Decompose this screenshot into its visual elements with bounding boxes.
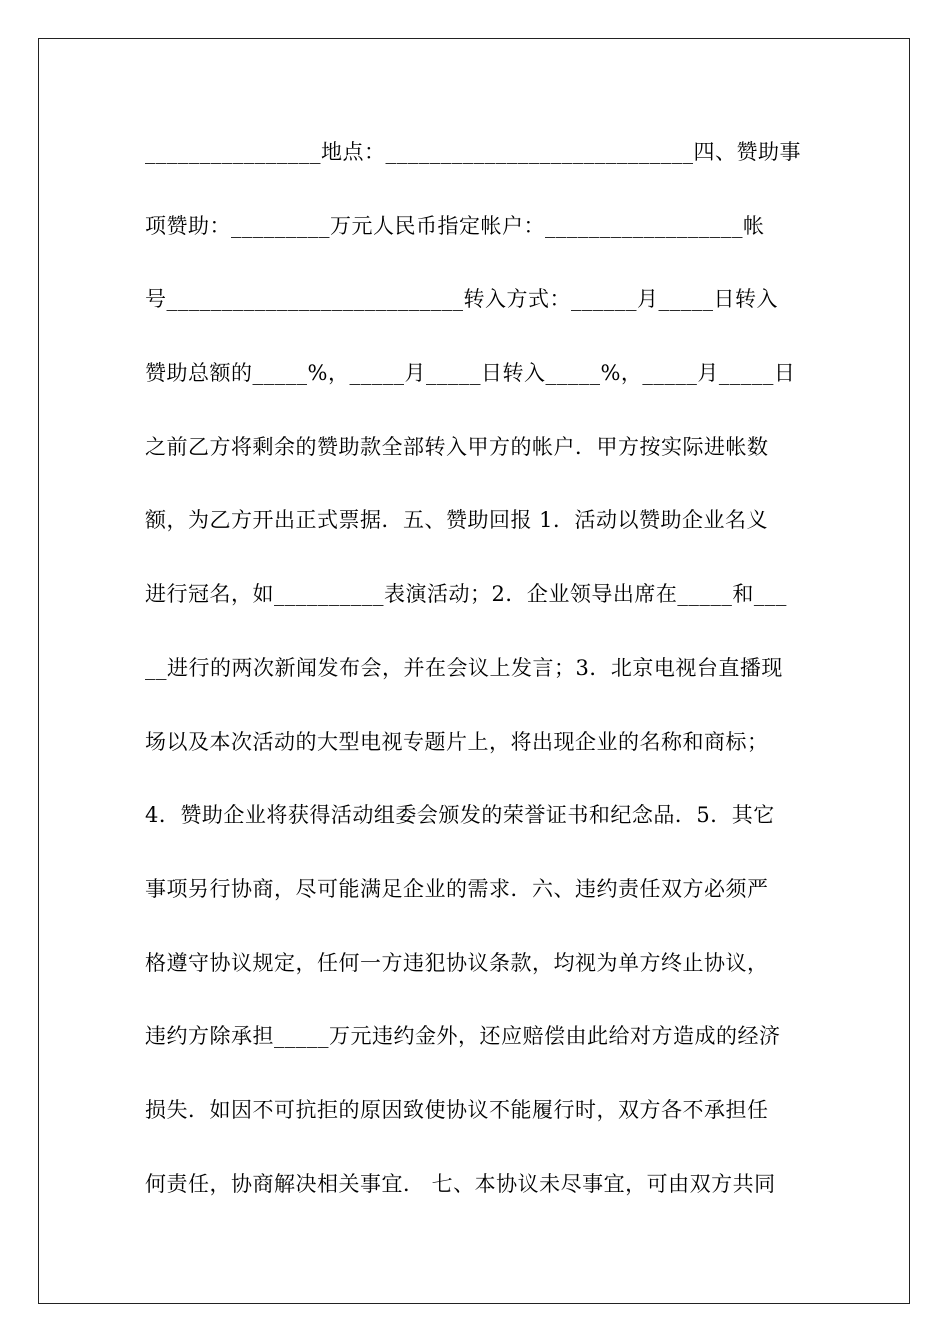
text-line: 4．赞助企业将获得活动组委会颁发的荣誉证书和纪念品．5．其它	[145, 803, 775, 828]
text-line: 格遵守协议规定，任何一方违犯协议条款，均视为单方终止协议，	[145, 950, 769, 975]
text-line: 项赞助：_________万元人民币指定帐户：__________________帐	[145, 213, 765, 238]
text-line: 场以及本次活动的大型电视专题片上，将出现企业的名称和商标；	[145, 729, 769, 754]
text-line: 之前乙方将剩余的赞助款全部转入甲方的帐户．甲方按实际进帐数	[145, 434, 769, 459]
text-line: 违约方除承担_____万元违约金外，还应赔偿由此给对方造成的经济	[145, 1024, 781, 1049]
text-line: 号___________________________转入方式：______月_____日转入	[145, 287, 778, 312]
text-line: 进行冠名，如__________表演活动；2．企业领导出席在_____和___	[145, 582, 787, 607]
text-line: __进行的两次新闻发布会，并在会议上发言；3．北京电视台直播现	[145, 655, 783, 680]
text-line: 何责任，协商解决相关事宜． 七、本协议未尽事宜，可由双方共同	[145, 1171, 776, 1196]
text-line: ________________地点：____________________________四、赞助事	[145, 140, 801, 164]
document-body	[145, 134, 805, 1239]
text-line: 赞助总额的_____%，_____月_____日转入_____%，_____月_____日	[145, 361, 796, 386]
text-line: 损失．如因不可抗拒的原因致使协议不能履行时，双方各不承担任	[145, 1097, 769, 1122]
text-line: 额，为乙方开出正式票据．五、赞助回报 1．活动以赞助企业名义	[145, 508, 769, 533]
text-line: 事项另行协商，尽可能满足企业的需求．六、违约责任双方必须严	[145, 876, 769, 901]
